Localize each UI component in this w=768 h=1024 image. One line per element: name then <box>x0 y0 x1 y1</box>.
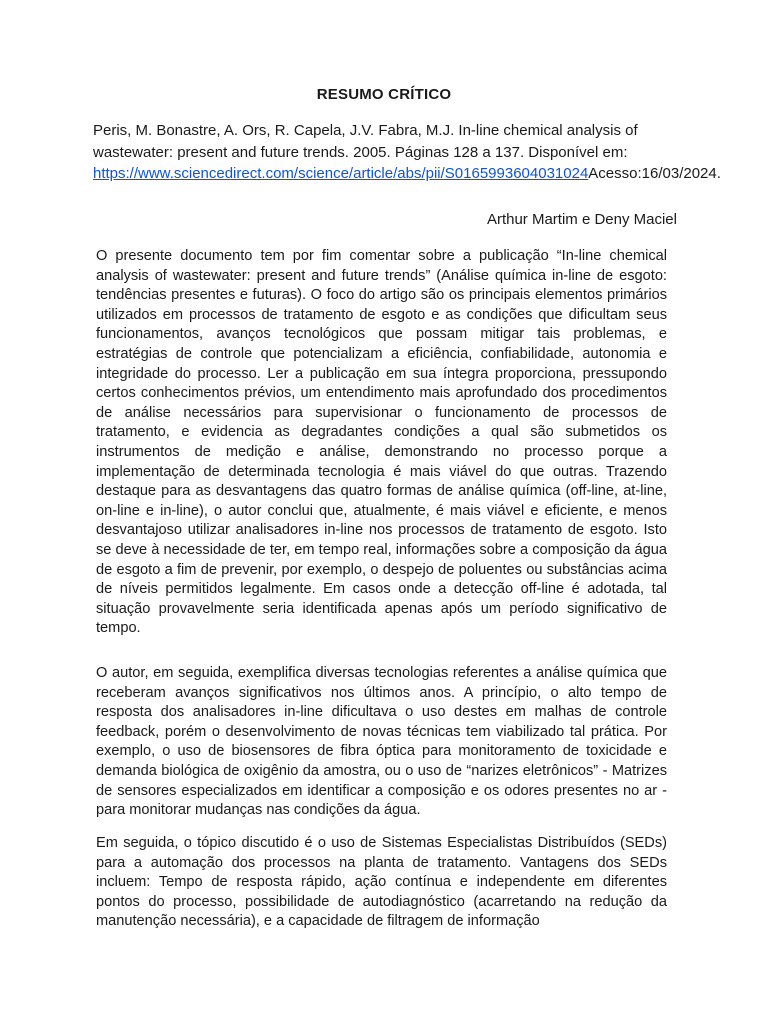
body-paragraph-3: Em seguida, o tópico discutido é o uso de Sistemas Especialistas Distribuídos (SEDs) para a automação dos processos na planta de tratamento. Vantagens dos SEDs incluem: Tempo de resposta rápido, ação contínua e independente em diferentes pontos do processo, possibilidade de autodiagnóstico (acarretando na redução da manutenção necessária), e a capacidade de filtragem de informação <box>96 835 667 930</box>
citation <box>93 120 721 185</box>
citation-link[interactable]: https://www.sciencedirect.com/science/article/abs/pii/S0165993604031024 <box>93 165 589 182</box>
authors-line: Arthur Martim e Deny Maciel <box>486 211 677 228</box>
citation-access-date: Acesso:16/03/2024. <box>588 165 721 182</box>
body-paragraph-2: O autor, em seguida, exemplifica diversas tecnologias referentes a análise química que receberam avanços significativos nos últimos anos. A princípio, o alto tempo de resposta dos analisadores in-line dificultava o uso destes em malhas de controle feedback, porém o desenvolvimento de novas técnicas tem viabilizado tal prática. Por exemplo, o uso de biosensores de fibra óptica para monitoramento de toxicidade e demanda biológica de oxigênio da amostra, ou o uso de “narizes eletrônicos” - Matrizes de sensores especializados em identificar a composição e os odores presentes no ar - para monitorar mudanças nas condições da água. <box>96 665 667 819</box>
document-title: RESUMO CRÍTICO <box>316 86 452 103</box>
citation-text: Peris, M. Bonastre, A. Ors, R. Capela, J.V. Fabra, M.J. In-line chemical analysis of wastewater: present and future trends. 2005. Páginas 128 a 137. Disponível em: <box>93 122 638 161</box>
body-paragraph-1: O presente documento tem por fim comentar sobre a publicação “In-line chemical analysis of wastewater: present and future trends” (Análise química in-line de esgoto: tendências presentes e futuras). O foco do artigo são os principais elementos primários utilizados em processos de tratamento de esgoto e as condições que dificultam seus funcionamentos, avanços tecnológicos que possam mitigar tais problemas, e estratégias de controle que potencializam a eficiência, confiabilidade, autonomia e integridade do processo. Ler a publicação em sua íntegra proporciona, pressupondo certos conhecimentos prévios, um entendimento mais aprofundado dos procedimentos de análise necessários para supervisionar o funcionamento de processos de tratamento, e evidencia as degradantes condições a qual são submetidos os instrumentos de medição e análise, demonstrando no processo porque a implementação de determinada tecnologia é mais viável do que outras. Trazendo destaque para as desvantagens das quatro formas de análise química (off-line, at-line, on-line e in-line), o autor conclui que, atualmente, é mais viável e eficiente, e menos desvantajoso utilizar analisadores in-line nos processos de tratamento de esgoto. Isto se deve à necessidade de ter, em tempo real, informações sobre a composição da água de esgoto a fim de prevenir, por exemplo, o despejo de poluentes ou substâncias acima de níveis permitidos legalmente. Em casos onde a detecção off-line é adotada, tal situação provavelmente seria identificada apenas após um período significativo de tempo. <box>96 248 667 637</box>
